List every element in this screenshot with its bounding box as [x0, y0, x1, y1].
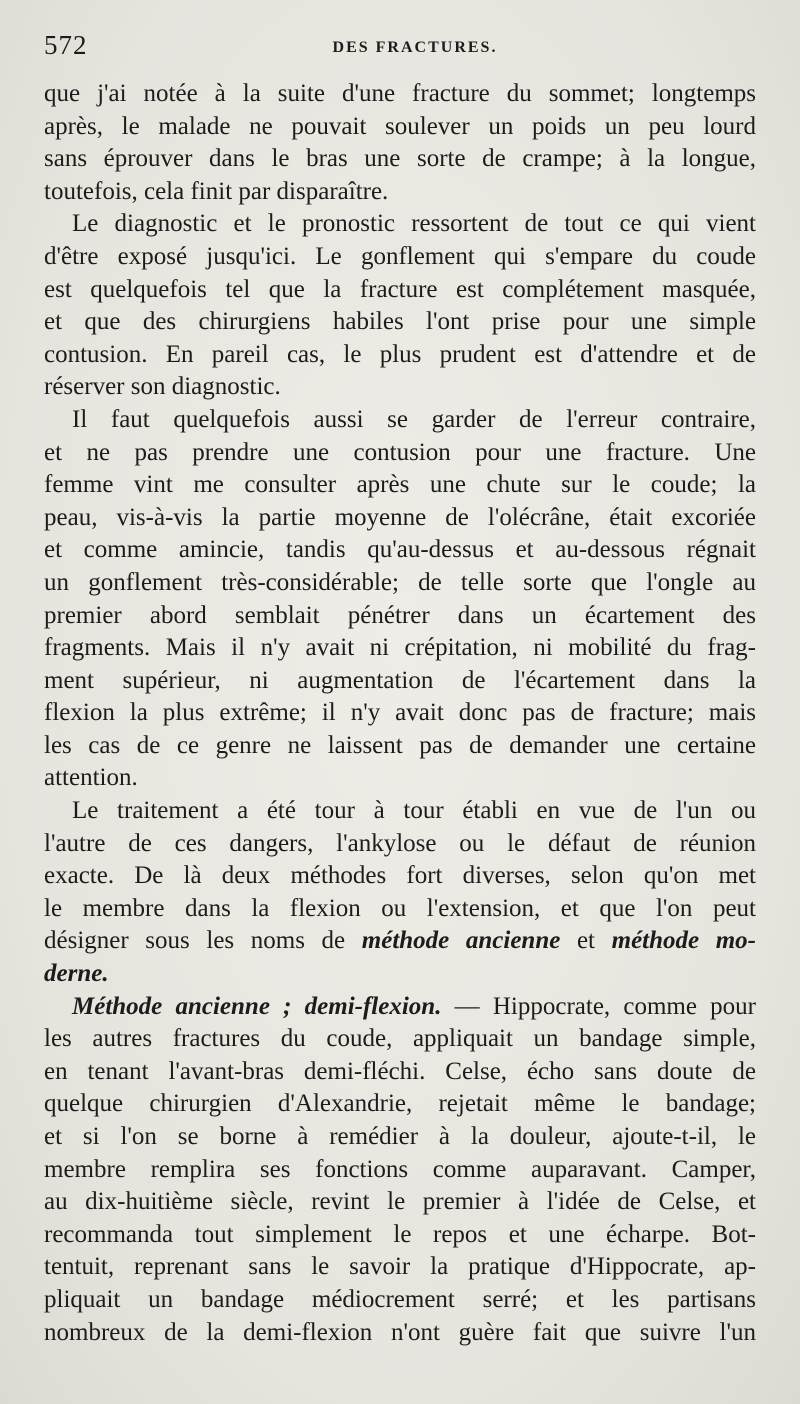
text-line: réserver son diagnostic. — [44, 373, 281, 401]
text-line: le membre dans la flexion ou l'extension, et que l'on peut — [44, 894, 756, 922]
text-line: premier abord semblait pénétrer dans un écartement des — [44, 601, 756, 629]
paragraph — [44, 208, 756, 404]
italic-term: derne. — [44, 960, 109, 988]
text-line — [44, 925, 756, 958]
text-line: au dix-huitième siècle, revint le premier à l'idée de Celse, et — [44, 1188, 756, 1216]
text-line: sans éprouver dans le bras une sorte de crampe; à la longue, — [44, 145, 756, 173]
text-line: recommanda tout simplement le repos et une écharpe. Bot- — [44, 1220, 756, 1248]
text-line: après, le malade ne pouvait soulever un poids un peu lourd — [44, 112, 756, 140]
body-text — [44, 78, 756, 1349]
text-line: femme vint me consulter après une chute sur le coude; la — [44, 471, 756, 499]
text-line: quelque chirurgien d'Alexandrie, rejetait même le bandage; — [44, 1090, 756, 1118]
text-line: Le traitement a été tour à tour établi en vue de l'un ou — [72, 797, 756, 825]
running-title: DES FRACTURES. — [332, 39, 498, 56]
paragraph — [44, 991, 756, 1350]
text-line: Le diagnostic et le pronostic ressortent de tout ce qui vient — [72, 210, 756, 238]
text-line: les autres fractures du coude, appliquait un bandage simple, — [44, 1025, 756, 1053]
text-line: pliquait un bandage médiocrement serré; et les partisans — [44, 1285, 756, 1313]
text-line: un gonflement très-considérable; de telle sorte que l'ongle au — [44, 568, 756, 596]
running-head — [44, 28, 756, 78]
text-segment: et — [560, 927, 612, 955]
text-line: toutefois, cela finit par disparaître. — [44, 177, 389, 205]
paragraph — [44, 795, 756, 991]
text-line: les cas de ce genre ne laissent pas de demander une certaine — [44, 731, 756, 759]
text-line: contusion. En pareil cas, le plus prudent est d'attendre et de — [44, 340, 756, 368]
text-line: ment supérieur, ni augmentation de l'écartement dans la — [44, 666, 756, 694]
text-line: membre remplira ses fonctions comme auparavant. Camper, — [44, 1155, 756, 1183]
text-line: nombreux de la demi-flexion n'ont guère fait que suivre l'un — [44, 1318, 756, 1346]
text-line: fragments. Mais il n'y avait ni crépitation, ni mobilité du frag- — [44, 634, 756, 662]
text-line: attention. — [44, 764, 138, 792]
italic-term: méthode ancienne — [361, 927, 561, 955]
italic-term: méthode mo- — [611, 927, 757, 955]
text-line: exacte. De là deux méthodes fort diverses, selon qu'on met — [44, 862, 756, 890]
text-line: Il faut quelquefois aussi se garder de l'erreur contraire, — [72, 405, 756, 433]
page-number: 572 — [44, 30, 88, 60]
text-line: et que des chirurgiens habiles l'ont prise pour une simple — [44, 308, 756, 336]
text-line: et comme amincie, tandis qu'au-dessus et au-dessous régnait — [44, 536, 756, 564]
section-heading: Méthode ancienne ; demi-flexion. — [72, 992, 442, 1020]
text-segment: désigner sous les noms de — [44, 927, 362, 955]
text-line: que j'ai notée à la suite d'une fracture du sommet; longtemps — [44, 80, 756, 107]
text-segment: — Hippocrate, comme pour — [441, 992, 757, 1020]
text-line: est quelquefois tel que la fracture est complétement masquée, — [44, 275, 756, 303]
paragraph — [44, 78, 756, 208]
text-line: flexion la plus extrême; il n'y avait donc pas de fracture; mais — [44, 699, 756, 727]
text-line: tentuit, reprenant sans le savoir la pratique d'Hippocrate, ap- — [44, 1253, 756, 1281]
text-line: d'être exposé jusqu'ici. Le gonflement qui s'empare du coude — [44, 242, 756, 270]
text-line — [44, 991, 756, 1024]
text-line: peau, vis-à-vis la partie moyenne de l'olécrâne, était excoriée — [44, 503, 756, 531]
text-line: en tenant l'avant-bras demi-fléchi. Celse, écho sans doute de — [44, 1057, 756, 1085]
text-line: et ne pas prendre une contusion pour une fracture. Une — [44, 438, 756, 466]
text-line: l'autre de ces dangers, l'ankylose ou le défaut de réunion — [44, 829, 756, 857]
text-line: et si l'on se borne à remédier à la douleur, ajoute-t-il, le — [44, 1123, 756, 1150]
paragraph — [44, 404, 756, 795]
